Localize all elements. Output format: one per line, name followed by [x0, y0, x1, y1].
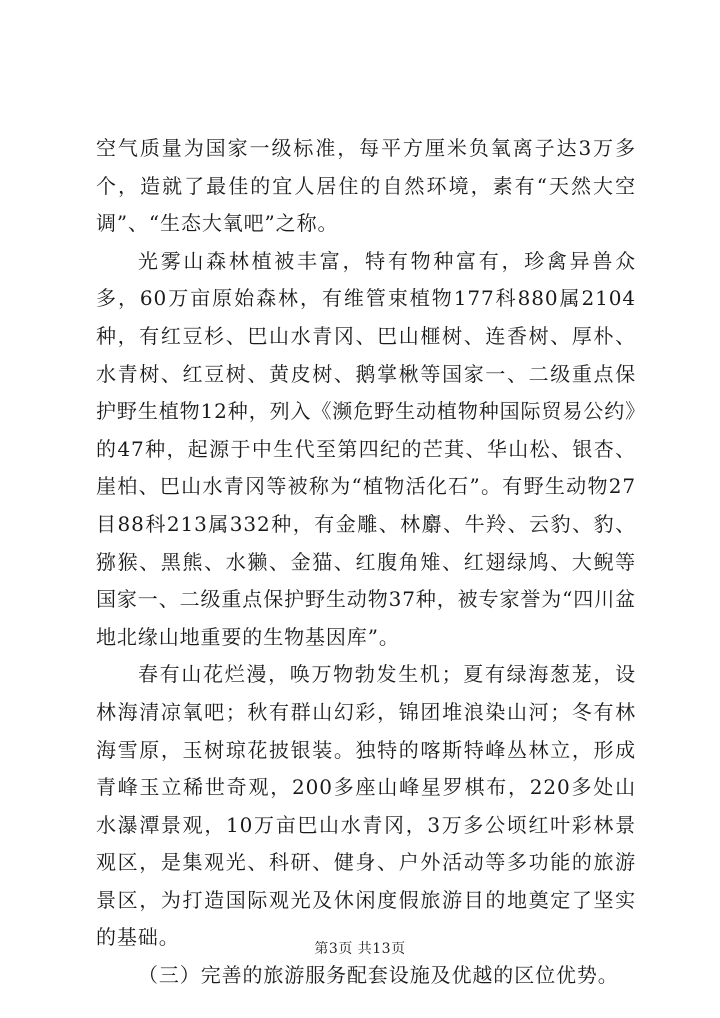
page-number-footer: 第3页 共13页: [314, 941, 406, 957]
paragraph-flora-fauna: 光雾山森林植被丰富，特有物种富有，珍禽异兽众多，60万亩原始森林，有维管束植物177科880属2104种，有红豆杉、巴山水青冈、巴山榧树、连香树、厚朴、水青树、红豆树、黄皮树、鹅掌楸等国家一、二级重点保护野生植物12种，列入《濒危野生动植物种国际贸易公约》的47种，起源于中生代至第四纪的芒萁、华山松、银杏、崖柏、巴山水青冈等被称为“植物活化石”。有野生动物27目88科213属332种，有金雕、林麝、牛羚、云豹、豹、猕猴、黑熊、水獭、金猫、红腹角雉、红翅绿鸠、大鲵等国家一、二级重点保护野生动物37种，被专家誉为“四川盆地北缘山地重要的生物基因库”。: [96, 248, 636, 649]
body-text: [96, 130, 636, 995]
paragraph-seasons-scenery: 春有山花烂漫，唤万物勃发生机；夏有绿海葱茏，设林海清凉氧吧；秋有群山幻彩，锦团堆浪染山河；冬有林海雪原，玉树琼花披银装。独特的喀斯特峰丛林立，形成青峰玉立稀世奇观，200多座山峰星罗棋布，220多处山水瀑潭景观，10万亩巴山水青冈，3万多公顷红叶彩林景观区，是集观光、科研、健身、户外活动等多功能的旅游景区，为打造国际观光及休闲度假旅游目的地奠定了坚实的基础。: [96, 662, 636, 950]
section-heading-tourism-facilities: （三）完善的旅游服务配套设施及优越的区位优势。: [138, 963, 619, 988]
paragraph-air-quality: 空气质量为国家一级标准，每平方厘米负氧离子达3万多个，造就了最佳的宜人居住的自然环境，素有“天然大空调”、“生态大氧吧”之称。: [96, 136, 636, 236]
